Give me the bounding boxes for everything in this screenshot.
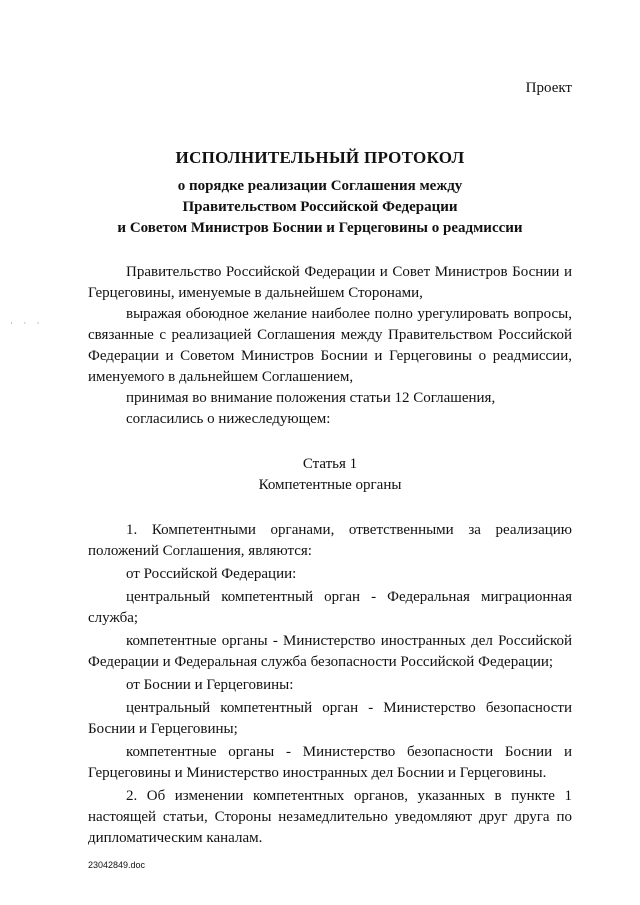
document-body <box>88 262 572 849</box>
article-paragraph: от Боснии и Герцеговины: <box>126 677 294 693</box>
preamble-paragraph: принимая во внимание положения статьи 12 Соглашения, <box>126 390 496 406</box>
title-block <box>0 148 640 239</box>
article-paragraph: от Российской Федерации: <box>126 566 297 582</box>
subtitle-line: о порядке реализации Соглашения между <box>177 178 463 194</box>
article-paragraph: 2. Об изменении компетентных органов, указанных в пункте 1 настоящей статьи, Стороны незамедлительно уведомляют друг друга по дипломатическим каналам. <box>88 788 572 846</box>
subtitle-line: и Советом Министров Боснии и Герцеговины о реадмиссии <box>117 220 523 236</box>
article-title: Компетентные органы <box>258 477 402 493</box>
preamble-paragraph: выражая обоюдное желание наиболее полно урегулировать вопросы, связанные с реализацией Соглашения между Правительством Российской Федерации и Советом Министров Боснии и Герцеговины о реадмиссии, именуемого в дальнейшем Соглашением, <box>88 306 572 385</box>
margin-marks: · · · <box>10 318 44 328</box>
spacer <box>88 496 572 520</box>
article-paragraph: компетентные органы - Министерство безопасности Боснии и Герцеговины и Министерство иностранных дел Боснии и Герцеговины. <box>88 744 572 781</box>
subtitle-line: Правительством Российской Федерации <box>182 199 458 215</box>
article-paragraph: компетентные органы - Министерство иностранных дел Российской Федерации и Федеральная служба безопасности Российской Федерации; <box>88 633 572 670</box>
preamble-paragraph: Правительство Российской Федерации и Совет Министров Боснии и Герцеговины, именуемые в дальнейшем Сторонами, <box>88 264 572 301</box>
article-paragraph: центральный компетентный орган - Федеральная миграционная служба; <box>88 589 572 626</box>
draft-label: Проект <box>525 80 572 96</box>
article-heading <box>88 454 572 496</box>
article-paragraph: 1. Компетентными органами, ответственными за реализацию положений Соглашения, являются: <box>88 522 572 559</box>
preamble-paragraph: согласились о нижеследующем: <box>126 411 331 427</box>
footer-file-code: 23042849.doc <box>88 860 146 870</box>
article-paragraph: центральный компетентный орган - Министерство безопасности Боснии и Герцеговины; <box>88 700 572 737</box>
document-subtitle <box>0 176 640 239</box>
document-title: ИСПОЛНИТЕЛЬНЫЙ ПРОТОКОЛ <box>175 148 465 167</box>
article-number: Статья 1 <box>302 456 358 472</box>
